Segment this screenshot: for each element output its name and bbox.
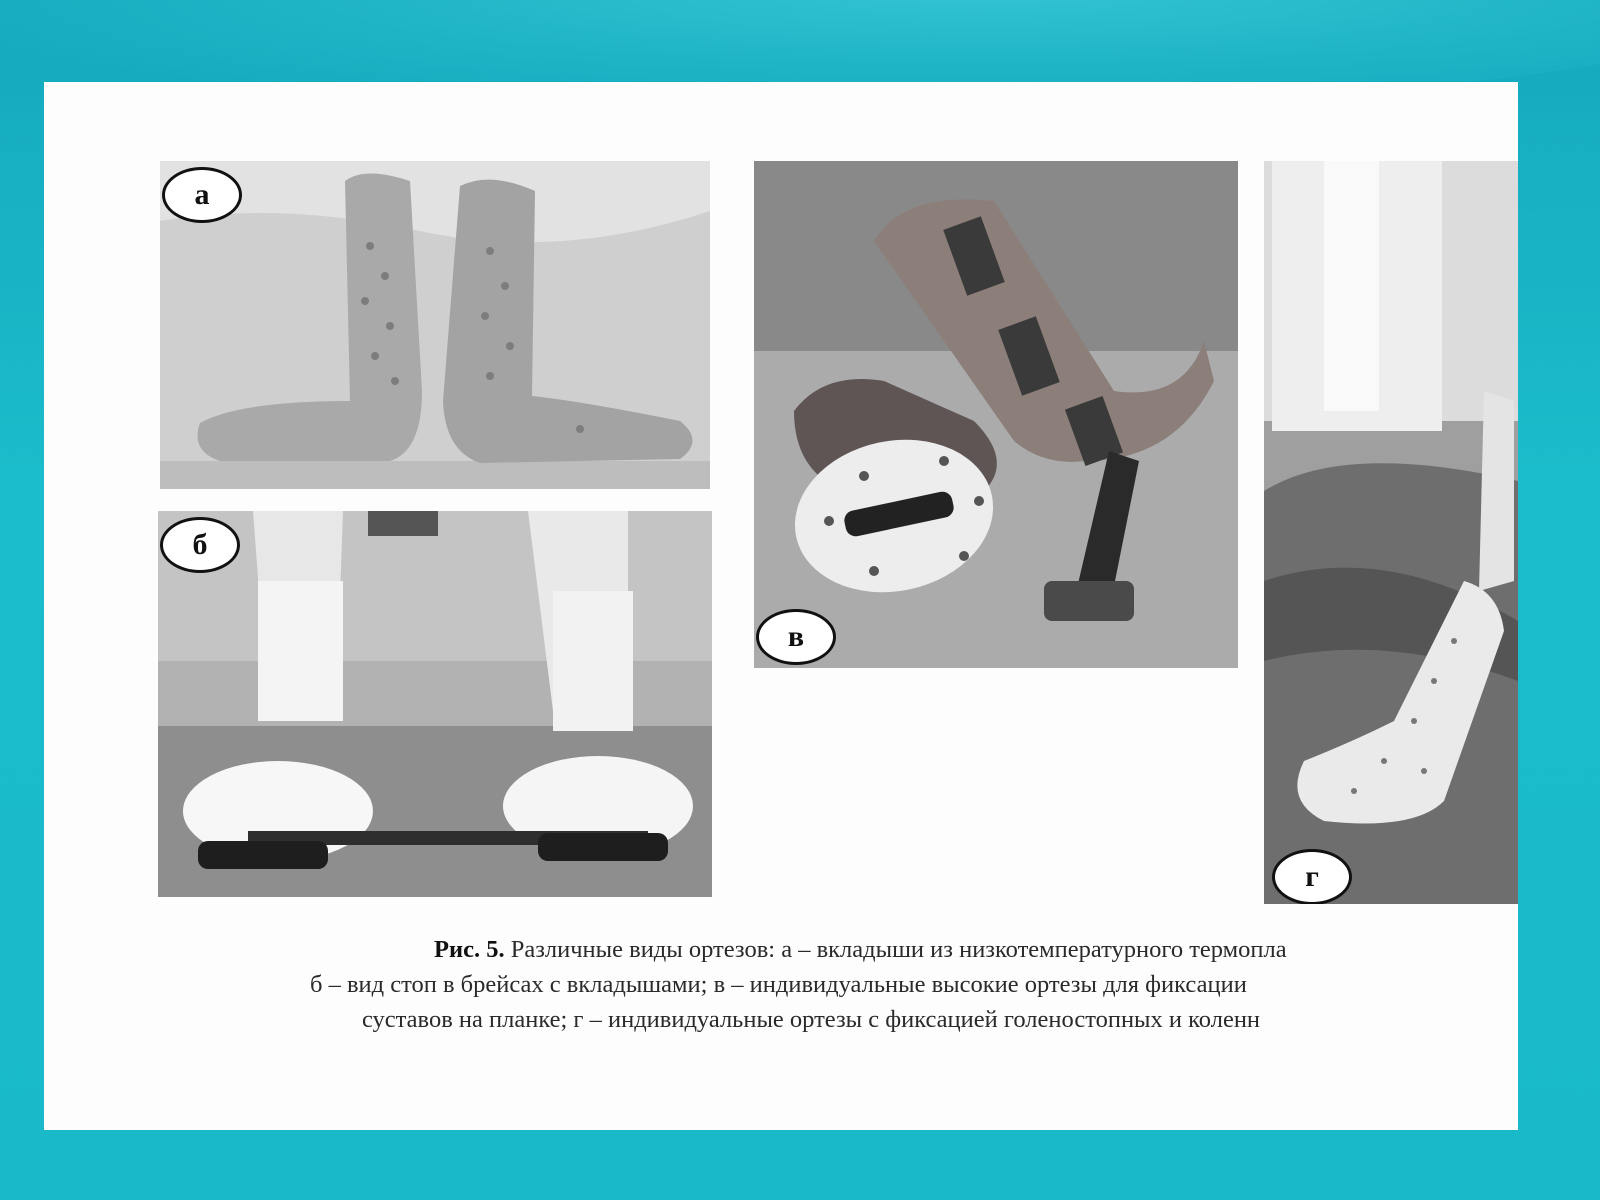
label-a: а: [162, 167, 242, 223]
caption-line-3: суставов на планке; г – индивидуальные ортезы с фиксацией голеностопных и коленн: [362, 1006, 1261, 1033]
label-b: б: [160, 517, 240, 573]
photo-v-image: [754, 161, 1238, 668]
photo-g-image: [1264, 161, 1518, 904]
photo-v-high-orthoses-on-bar: [754, 161, 1238, 668]
label-v: в: [756, 609, 836, 665]
photo-b-braces-with-inserts: [158, 511, 712, 897]
caption-line-1: [244, 932, 1518, 967]
photo-b-image: [158, 511, 712, 897]
photo-g-knee-ankle-orthoses: [1264, 161, 1518, 904]
caption-figure-number: Рис. 5.: [434, 936, 505, 963]
caption-line-1-text: Различные виды ортезов: а – вкладыши из низкотемпературного термопла: [510, 936, 1287, 963]
caption-line-2: б – вид стоп в брейсах с вкладышами; в – индивидуальные высокие ортезы для фиксации: [310, 971, 1247, 998]
photo-a-image: [160, 161, 710, 489]
label-g: г: [1272, 849, 1352, 904]
slide-page: [44, 82, 1518, 1130]
photo-a-orthosis-inserts: [160, 161, 710, 489]
figure-caption: [244, 932, 1518, 1037]
